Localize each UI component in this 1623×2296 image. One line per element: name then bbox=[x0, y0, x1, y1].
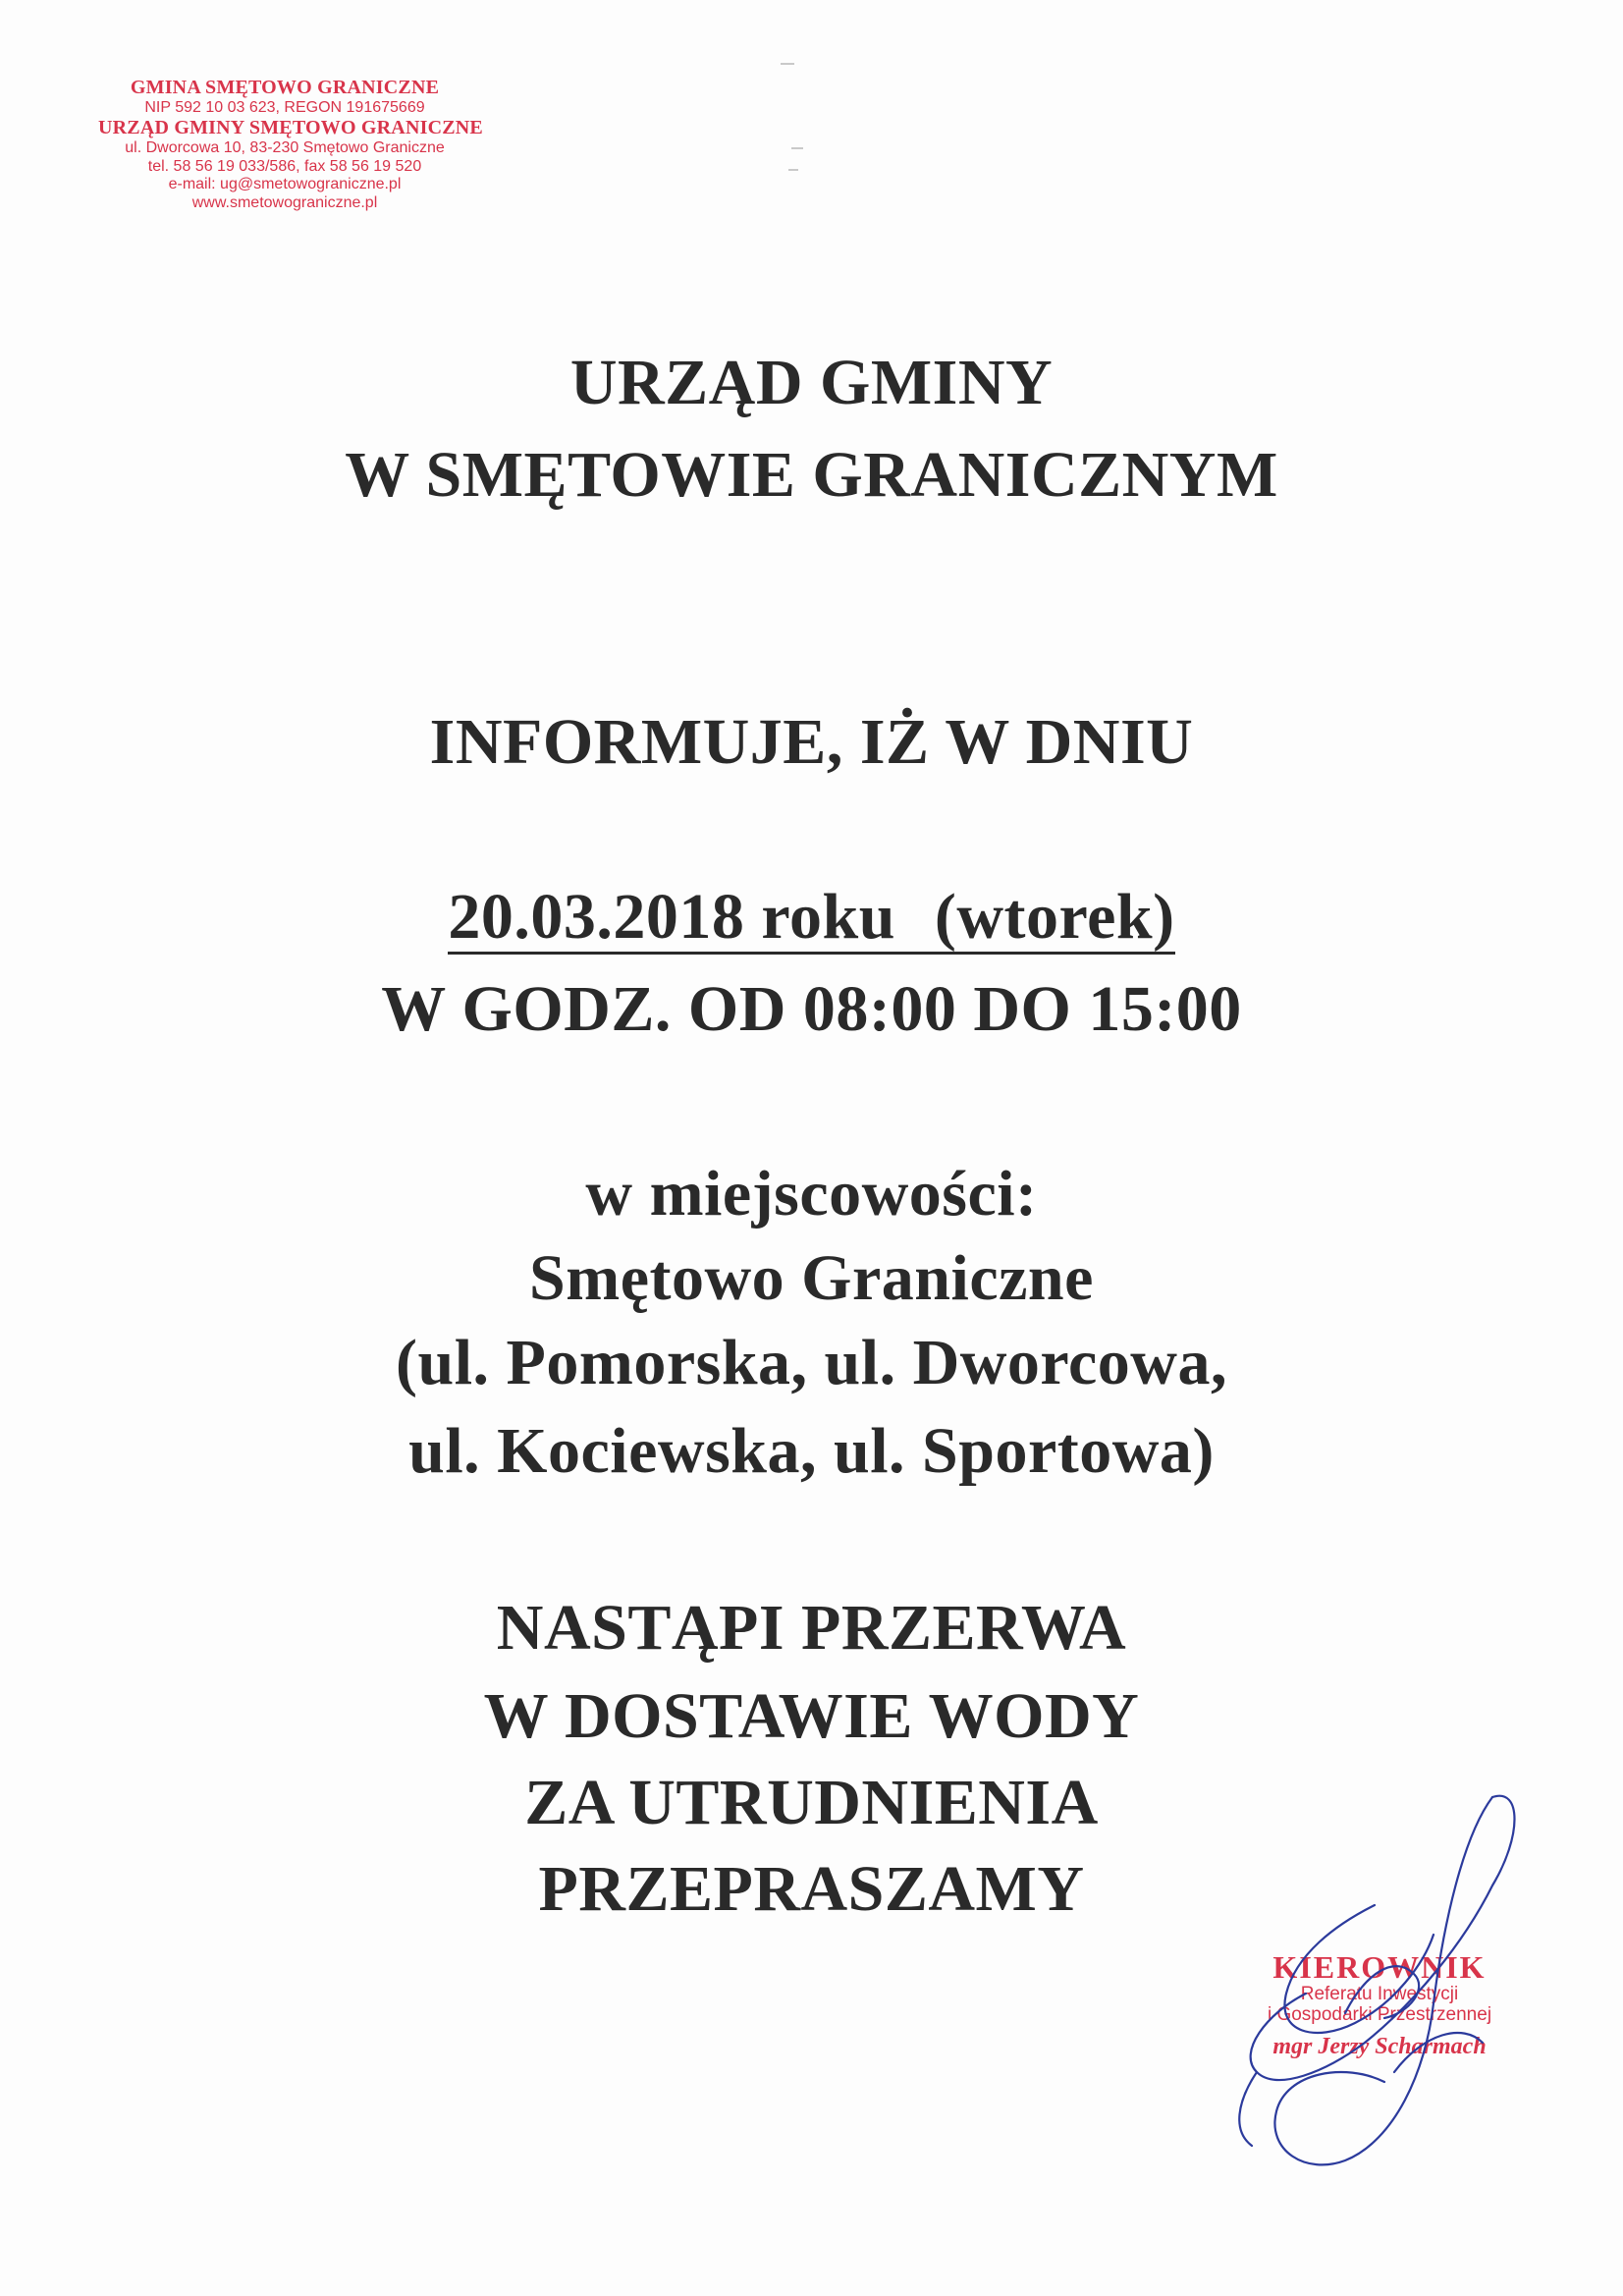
streets-line-1: (ul. Pomorska, ul. Dworcowa, bbox=[396, 1327, 1227, 1398]
locality-name: Smętowo Graniczne bbox=[529, 1242, 1094, 1314]
stamp-role: KIEROWNIK bbox=[1272, 1949, 1487, 1985]
stamp-office-name: URZĄD GMINY SMĘTOWO GRANICZNE bbox=[98, 117, 483, 139]
streets-line-2: ul. Kociewska, ul. Sportowa) bbox=[408, 1415, 1215, 1487]
message-line-1: NASTĄPI PRZERWA bbox=[496, 1592, 1127, 1664]
scan-mark bbox=[788, 169, 798, 171]
stamp-department-line-2: i Gospodarki Przestrzennej bbox=[1267, 2004, 1492, 2026]
stamp-municipality-name: GMINA SMĘTOWO GRANICZNE bbox=[130, 77, 440, 98]
date-value: 20.03.2018 roku bbox=[448, 881, 895, 953]
hours-line: W GODZ. OD 08:00 DO 15:00 bbox=[381, 973, 1242, 1045]
stamp-email: e-mail: ug@smetowograniczne.pl bbox=[168, 176, 402, 193]
message-line-4: PRZEPRASZAMY bbox=[538, 1853, 1085, 1925]
date-line bbox=[0, 880, 1623, 955]
message-line-3: ZA UTRUDNIENIA bbox=[524, 1767, 1099, 1838]
stamp-address: ul. Dworcowa 10, 83-230 Smętowo Graniczne bbox=[125, 139, 445, 157]
date-underlined bbox=[448, 881, 1175, 955]
stamp-person-name: mgr Jerzy Scharmach bbox=[1272, 2033, 1487, 2059]
authority-line-1: URZĄD GMINY bbox=[569, 347, 1054, 418]
message-line-2: W DOSTAWIE WODY bbox=[483, 1680, 1140, 1752]
authority-line-2: W SMĘTOWIE GRANICZNYM bbox=[345, 439, 1278, 511]
intro-line: INFORMUJE, IŻ W DNIU bbox=[429, 706, 1194, 778]
handwritten-signature bbox=[1198, 1777, 1571, 2190]
stamp-tax-ids: NIP 592 10 03 623, REGON 191675669 bbox=[144, 99, 425, 116]
location-label: w miejscowości: bbox=[585, 1158, 1038, 1230]
weekday-value: (wtorek) bbox=[934, 881, 1175, 953]
scan-mark bbox=[781, 63, 794, 65]
stamp-website: www.smetowograniczne.pl bbox=[191, 193, 378, 211]
stamp-department-line-1: Referatu Inwestycji bbox=[1300, 1984, 1459, 2005]
stamp-phone: tel. 58 56 19 033/586, fax 58 56 19 520 bbox=[147, 157, 422, 175]
scan-mark bbox=[791, 147, 803, 149]
header-stamp bbox=[98, 77, 483, 212]
